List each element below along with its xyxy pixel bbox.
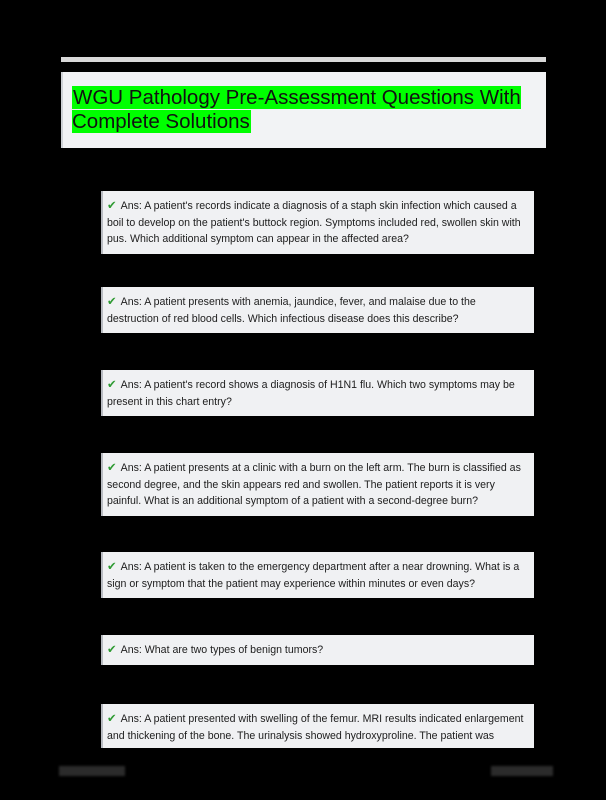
question-text: Ans: What are two types of benign tumors? (120, 644, 324, 656)
top-rule (61, 57, 546, 62)
footer-watermark-right (491, 766, 553, 776)
question-card (101, 370, 534, 416)
check-icon: ✔ (107, 460, 117, 474)
question-text: Ans: A patient presents at a clinic with a burn on the left arm. The burn is classified as second degree, and the skin appears red and swollen. The patient reports it is very painful. What is an additional symptom of a patient with a second-degree burn? (107, 462, 521, 507)
check-icon: ✔ (107, 294, 117, 308)
question-text: Ans: A patient presented with swelling of the femur. MRI results indicated enlargement and thickening of the bone. The urinalysis showed hydroxyproline. The patient was (107, 713, 524, 742)
question-text: Ans: A patient's record shows a diagnosis of H1N1 flu. Which two symptoms may be present in this chart entry? (107, 379, 515, 408)
title-box (61, 72, 546, 148)
question-card (101, 191, 534, 254)
question-card (101, 704, 534, 748)
question-card (101, 453, 534, 516)
document-title (72, 86, 542, 134)
question-text: Ans: A patient's records indicate a diagnosis of a staph skin infection which caused a boil to develop on the patient's buttock region. Symptoms included red, swollen skin with pus. Which additional symptom can appear in the affected area? (107, 200, 521, 245)
check-icon: ✔ (107, 559, 117, 573)
question-text: Ans: A patient presents with anemia, jaundice, fever, and malaise due to the destruction of red blood cells. Which infectious disease does this describe? (107, 296, 476, 325)
question-card (101, 552, 534, 598)
check-icon: ✔ (107, 377, 117, 391)
footer-watermark-left (59, 766, 125, 776)
check-icon: ✔ (107, 198, 117, 212)
question-card (101, 287, 534, 333)
check-icon: ✔ (107, 711, 117, 725)
title-highlight: WGU Pathology Pre-Assessment Questions With Complete Solutions (72, 86, 521, 133)
question-text: Ans: A patient is taken to the emergency department after a near drowning. What is a sign or symptom that the patient may experience within minutes or even days? (107, 561, 520, 590)
question-card (101, 635, 534, 665)
check-icon: ✔ (107, 642, 117, 656)
